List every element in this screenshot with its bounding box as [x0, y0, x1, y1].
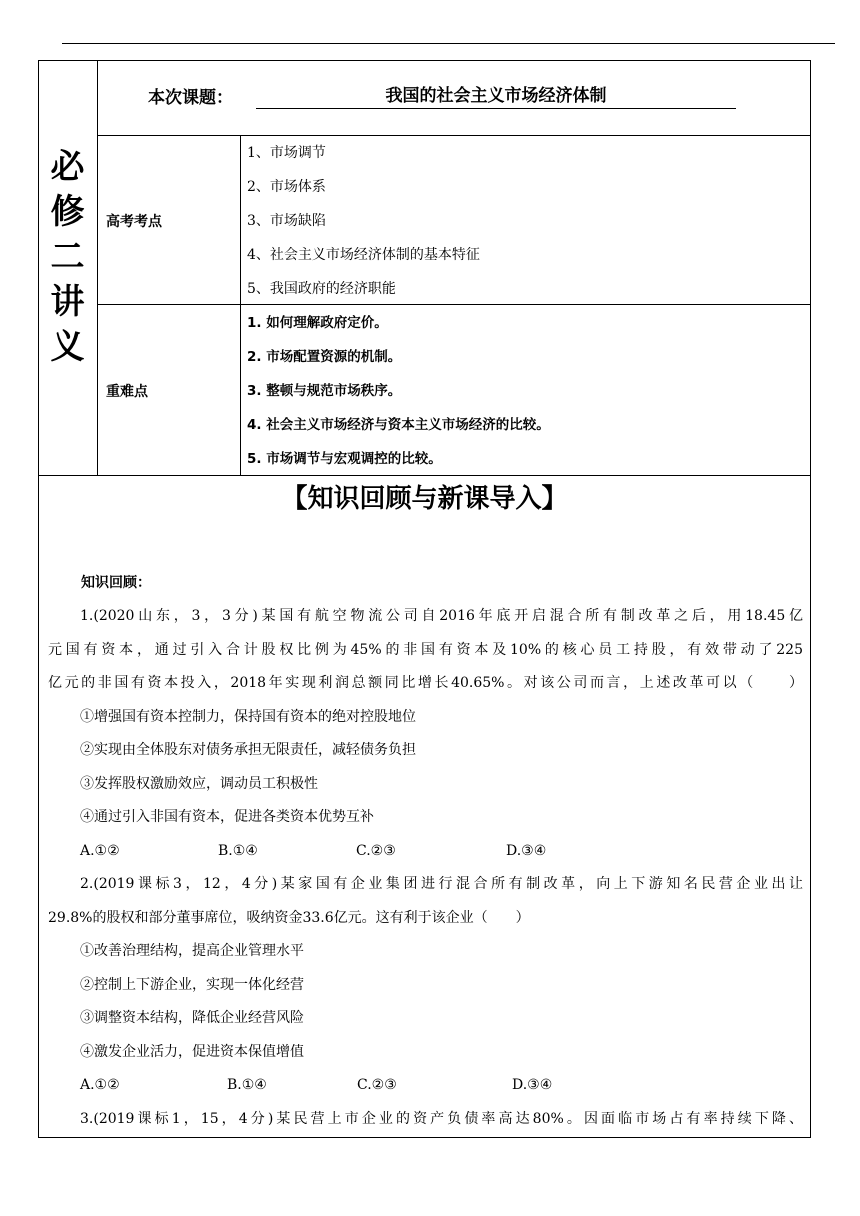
list-item: 4、社会主义市场经济体制的基本特征 [247, 247, 480, 263]
exam-points-label: 高考考点 [106, 214, 162, 230]
question-line: 2.(2019课标3，12，4分)某家国有企业集团进行混合所有制改革，向上下游知名民营企业出让 [80, 876, 803, 892]
col-divider-1 [97, 60, 98, 475]
header-rule [62, 43, 835, 44]
list-item: 2. 市场配置资源的机制。 [247, 349, 402, 365]
side-char: 义 [50, 327, 85, 367]
key-points-list [247, 306, 550, 476]
option-b: B.①④ [227, 1077, 267, 1093]
question-line: 亿元的非国有资本投入，2018年实现利润总额同比增长40.65%。对该公司而言，上述改革可以（ ） [48, 675, 803, 691]
option-a: A.①② [80, 1077, 120, 1093]
review-heading: 知识回顾： [81, 575, 151, 591]
statement: ②实现由全体股东对债务承担无限责任，减轻债务负担 [80, 742, 416, 758]
side-label [38, 145, 97, 370]
question-line: 29.8%的股权和部分董事席位，吸纳资金33.6亿元。这有利于该企业（ ） [48, 909, 530, 926]
statement: ①增强国有资本控制力，保持国有资本的绝对控股地位 [80, 708, 416, 725]
question-line: 1.(2020山东，3，3分)某国有航空物流公司自2016年底开启混合所有制改革之后，用18.45亿 [80, 608, 803, 624]
side-char: 修 [50, 192, 85, 232]
list-item: 2、市场体系 [247, 179, 326, 195]
list-item: 5、我国政府的经济职能 [247, 281, 396, 297]
statement: ①改善治理结构，提高企业管理水平 [80, 943, 304, 959]
option-c: C.②③ [356, 842, 396, 859]
list-item: 5. 市场调节与宏观调控的比较。 [247, 451, 442, 467]
list-item: 4. 社会主义市场经济与资本主义市场经济的比较。 [247, 417, 550, 433]
list-item: 3、市场缺陷 [247, 213, 326, 229]
statement: ④激发企业活力，促进资本保值增值 [80, 1043, 304, 1060]
exam-points-list [247, 136, 480, 306]
topic-label: 本次课题： [148, 88, 233, 108]
list-item: 3. 整顿与规范市场秩序。 [247, 383, 402, 399]
statement: ③调整资本结构，降低企业经营风险 [80, 1010, 304, 1026]
section-title: 【知识回顾与新课导入】 [281, 484, 568, 514]
option-b: B.①④ [218, 842, 258, 859]
side-char: 必 [50, 147, 85, 187]
statement: ④通过引入非国有资本，促进各类资本优势互补 [80, 809, 374, 825]
list-item: 1、市场调节 [247, 145, 326, 161]
col-divider-2 [240, 135, 241, 475]
list-item: 1. 如何理解政府定价。 [247, 315, 388, 331]
side-char: 二 [50, 237, 85, 277]
option-a: A.①② [80, 842, 120, 859]
statement: ②控制上下游企业，实现一体化经营 [80, 976, 304, 993]
option-d: D.③④ [506, 842, 547, 859]
question-line: 元国有资本，通过引入合计股权比例为45%的非国有资本及10%的核心员工持股，有效带动了225 [48, 641, 803, 658]
side-char: 讲 [50, 282, 85, 322]
question-line: 3.(2019课标1，15，4分)某民营上市企业的资产负债率高达80%。因面临市场占有率持续下降、 [80, 1110, 803, 1127]
option-c: C.②③ [357, 1077, 397, 1093]
option-d: D.③④ [512, 1077, 553, 1093]
answer-options [48, 1069, 803, 1103]
review-content [48, 566, 803, 1136]
topic-value: 我国的社会主义市场经济体制 [256, 84, 736, 109]
answer-options [48, 835, 803, 869]
statement: ③发挥股权激励效应，调动员工积极性 [80, 775, 318, 792]
key-points-label: 重难点 [106, 384, 148, 400]
